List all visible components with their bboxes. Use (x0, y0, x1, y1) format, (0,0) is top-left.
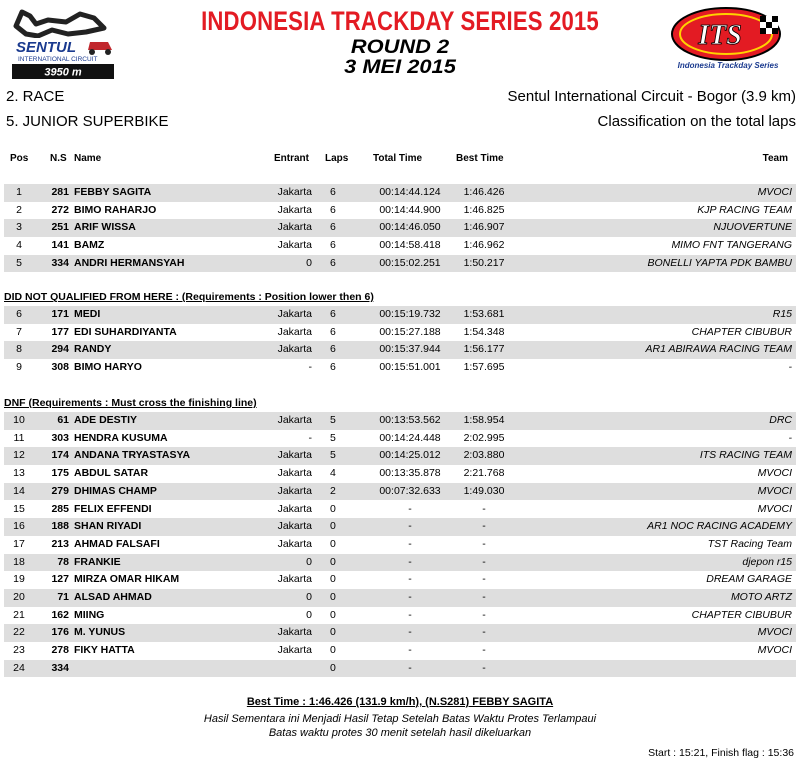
row-position: 5 (16, 256, 22, 269)
row-total-time: 00:15:37.944 (379, 343, 441, 356)
row-start-number: 281 (51, 186, 69, 198)
row-rider-name: ABDUL SATAR (74, 467, 149, 480)
row-team: MVOCI (757, 467, 792, 480)
row-entrant: Jakarta (277, 221, 312, 234)
row-start-number: 334 (51, 661, 69, 674)
row-rider-name: M. YUNUS (74, 626, 126, 639)
row-entrant: Jakarta (277, 414, 312, 426)
col-pos: Pos (10, 153, 29, 164)
row-total-time: - (408, 591, 412, 603)
row-laps: 0 (330, 644, 336, 657)
row-total-time: 00:13:35.878 (379, 467, 441, 480)
row-best-time: 1:49.030 (463, 484, 505, 497)
row-start-number: 78 (57, 555, 69, 568)
row-start-number: 213 (51, 537, 69, 550)
row-total-time: 00:14:44.900 (379, 203, 441, 216)
col-ns: N.S (50, 153, 67, 164)
row-rider-name: ALSAD AHMAD (74, 591, 152, 603)
row-best-time: - (482, 537, 486, 550)
row-entrant: Jakarta (277, 502, 312, 515)
row-entrant: Jakarta (277, 626, 312, 639)
row-best-time: 1:54.348 (463, 325, 505, 338)
row-laps: 6 (330, 203, 336, 216)
row-best-time: 1:46.825 (463, 203, 505, 216)
row-total-time: 00:14:25.012 (379, 449, 441, 462)
row-laps: 0 (330, 520, 336, 533)
row-position: 8 (16, 343, 22, 356)
table-row (4, 518, 796, 536)
row-laps: 0 (330, 502, 336, 515)
table-row (4, 341, 796, 359)
table-row (4, 501, 796, 519)
row-total-time: 00:07:32.633 (379, 484, 441, 497)
sentul-subtitle: INTERNATIONAL CIRCUIT (18, 56, 98, 63)
row-entrant: 0 (306, 591, 312, 603)
row-start-number: 285 (51, 502, 69, 515)
row-start-number: 272 (51, 203, 69, 216)
its-wordmark: ITS (698, 20, 742, 51)
row-position: 1 (16, 186, 22, 198)
row-rider-name: SHAN RIYADI (74, 520, 142, 533)
row-best-time: - (482, 591, 486, 603)
table-row (4, 642, 796, 660)
row-rider-name: MIRZA OMAR HIKAM (74, 573, 180, 586)
row-start-number: 127 (51, 573, 69, 586)
row-position: 24 (13, 661, 25, 674)
row-best-time: 1:58.954 (463, 414, 505, 426)
row-team: BONELLI YAPTA PDK BAMBU (647, 256, 792, 269)
row-entrant: Jakarta (277, 449, 312, 462)
row-position: 19 (13, 573, 25, 586)
track-length: 3950 m (44, 66, 82, 79)
provisional-note: Hasil Sementara ini Menjadi Hasil Tetap Setelah Batas Waktu Protes Terlampaui (203, 713, 597, 725)
row-rider-name: BIMO RAHARJO (74, 203, 157, 216)
table-row (4, 465, 796, 483)
row-rider-name: ANDANA TRYASTASYA (74, 449, 191, 462)
dnf-section-heading: DNF (Requirements : Must cross the finishing line) (4, 397, 257, 409)
table-row (4, 536, 796, 554)
row-position: 22 (13, 626, 25, 639)
row-entrant: Jakarta (277, 484, 312, 497)
row-position: 3 (16, 221, 22, 234)
table-row (4, 589, 796, 607)
col-team: Team (762, 153, 788, 164)
row-rider-name: DHIMAS CHAMP (74, 484, 157, 497)
table-row (4, 359, 796, 377)
table-row (4, 607, 796, 625)
row-team: MIMO FNT TANGERANG (671, 239, 792, 252)
row-entrant: 0 (306, 555, 312, 568)
row-laps: 6 (330, 343, 336, 356)
row-rider-name: HENDRA KUSUMA (74, 431, 168, 444)
row-best-time: 1:46.426 (463, 186, 505, 198)
row-start-number: 71 (57, 591, 69, 603)
row-position: 11 (13, 431, 25, 444)
row-laps: 4 (330, 467, 336, 480)
row-best-time: 1:50.217 (463, 256, 505, 269)
row-laps: 0 (330, 626, 336, 639)
row-total-time: - (408, 661, 412, 674)
row-laps: 0 (330, 573, 336, 586)
table-row (4, 219, 796, 237)
row-entrant: Jakarta (277, 644, 312, 657)
row-entrant: Jakarta (277, 203, 312, 216)
row-total-time: 00:13:53.562 (379, 414, 441, 426)
row-team: R15 (772, 308, 792, 320)
table-row (4, 483, 796, 501)
row-laps: 6 (330, 325, 336, 338)
row-laps: 0 (330, 608, 336, 621)
row-position: 12 (13, 449, 25, 462)
row-start-number: 188 (51, 520, 69, 533)
table-row (4, 255, 796, 273)
event-date: 3 MEI 2015 (344, 57, 456, 78)
table-row (4, 571, 796, 589)
row-team: djepon r15 (742, 555, 792, 568)
best-time-summary: Best Time : 1:46.426 (131.9 km/h), (N.S281) FEBBY SAGITA (246, 696, 554, 708)
row-entrant: 0 (306, 256, 312, 269)
row-rider-name: EDI SUHARDIYANTA (74, 325, 177, 338)
row-best-time: - (482, 520, 486, 533)
row-entrant: Jakarta (277, 520, 312, 533)
row-position: 6 (16, 308, 22, 320)
row-best-time: - (482, 502, 486, 515)
row-best-time: 2:02.995 (463, 431, 505, 444)
row-start-number: 176 (51, 626, 69, 639)
row-rider-name: ANDRI HERMANSYAH (74, 256, 185, 269)
row-position: 14 (13, 484, 25, 497)
row-total-time: - (408, 520, 412, 533)
row-team: CHAPTER CIBUBUR (691, 608, 792, 621)
row-team: MOTO ARTZ (730, 591, 792, 603)
round-label: ROUND 2 (350, 37, 450, 58)
classification-label: Classification on the total laps (597, 113, 796, 130)
row-total-time: - (408, 537, 412, 550)
row-laps: 5 (330, 414, 336, 426)
row-team: MVOCI (757, 626, 792, 639)
row-start-number: 279 (51, 484, 69, 497)
row-best-time: 1:46.907 (463, 221, 505, 234)
row-start-number: 61 (57, 414, 69, 426)
row-best-time: 1:56.177 (463, 343, 505, 356)
row-total-time: 00:14:46.050 (379, 221, 441, 234)
row-position: 20 (13, 591, 25, 603)
row-rider-name: BIMO HARYO (74, 361, 142, 374)
table-row (4, 306, 796, 324)
row-laps: 6 (330, 308, 336, 320)
row-rider-name: ADE DESTIY (74, 414, 138, 426)
row-best-time: - (482, 573, 486, 586)
row-team: DRC (769, 414, 792, 426)
col-laps: Laps (325, 153, 349, 164)
table-row (4, 202, 796, 220)
row-total-time: 00:14:58.418 (379, 239, 441, 252)
table-row (4, 660, 796, 678)
row-entrant: Jakarta (277, 537, 312, 550)
row-start-number: 177 (51, 325, 69, 338)
row-team: NJUOVERTUNE (713, 221, 792, 234)
row-laps: 6 (330, 221, 336, 234)
row-total-time: - (408, 573, 412, 586)
row-rider-name: BAMZ (74, 239, 105, 252)
its-subtitle: Indonesia Trackday Series (677, 61, 779, 70)
row-total-time: 00:14:24.448 (379, 431, 441, 444)
row-rider-name: FIKY HATTA (74, 644, 135, 657)
row-rider-name: ARIF WISSA (74, 221, 136, 234)
row-start-number: 334 (51, 256, 69, 269)
row-entrant: - (308, 361, 312, 374)
row-team: - (788, 361, 792, 374)
row-position: 13 (13, 467, 25, 480)
row-best-time: 1:46.962 (463, 239, 505, 252)
table-row (4, 324, 796, 342)
row-rider-name: RANDY (74, 343, 112, 356)
table-row (4, 237, 796, 255)
row-total-time: - (408, 502, 412, 515)
row-entrant: Jakarta (277, 573, 312, 586)
row-position: 16 (13, 520, 25, 533)
row-team: - (788, 431, 792, 444)
row-rider-name: FRANKIE (74, 555, 121, 568)
row-entrant: 0 (306, 608, 312, 621)
row-team: MVOCI (757, 484, 792, 497)
col-entrant: Entrant (274, 153, 309, 164)
row-best-time: - (482, 644, 486, 657)
circuit-label: Sentul International Circuit - Bogor (3.9 km) (507, 88, 796, 105)
row-team: ITS RACING TEAM (699, 449, 792, 462)
row-best-time: - (482, 555, 486, 568)
row-team: MVOCI (757, 502, 792, 515)
row-position: 10 (13, 414, 25, 426)
row-position: 4 (16, 239, 22, 252)
row-laps: 5 (330, 449, 336, 462)
row-laps: 6 (330, 256, 336, 269)
row-best-time: 2:03.880 (463, 449, 505, 462)
col-total-time: Total Time (373, 153, 423, 164)
row-entrant: Jakarta (277, 308, 312, 320)
row-rider-name: AHMAD FALSAFI (74, 537, 160, 550)
row-entrant: Jakarta (277, 343, 312, 356)
row-best-time: 1:57.695 (463, 361, 505, 374)
row-position: 21 (13, 608, 25, 621)
row-start-number: 294 (51, 343, 69, 356)
row-total-time: - (408, 644, 412, 657)
row-laps: 6 (330, 361, 336, 374)
row-team: AR1 ABIRAWA RACING TEAM (645, 343, 792, 356)
table-row (4, 624, 796, 642)
dnq-section-heading: DID NOT QUALIFIED FROM HERE : (Requirements : Position lower then 6) (4, 291, 374, 303)
table-row (4, 554, 796, 572)
row-position: 18 (13, 555, 25, 568)
class-label: 5. JUNIOR SUPERBIKE (6, 113, 169, 130)
start-finish-times: Start : 15:21, Finish flag : 15:36 (648, 747, 794, 759)
row-start-number: 162 (51, 608, 69, 621)
row-start-number: 251 (51, 221, 69, 234)
row-position: 9 (16, 361, 22, 374)
table-row (4, 447, 796, 465)
row-total-time: 00:14:44.124 (379, 186, 441, 198)
row-position: 17 (13, 537, 25, 550)
row-start-number: 303 (51, 431, 69, 444)
row-entrant: - (308, 431, 312, 444)
table-row (4, 184, 796, 202)
row-laps: 2 (330, 484, 336, 497)
row-position: 7 (16, 325, 22, 338)
protest-note: Batas waktu protes 30 menit setelah hasil dikeluarkan (268, 727, 532, 739)
row-total-time: - (408, 608, 412, 621)
row-team: DREAM GARAGE (706, 573, 792, 586)
row-laps: 6 (330, 239, 336, 252)
table-row (4, 412, 796, 430)
sentul-wordmark: SENTUL (16, 39, 76, 56)
table-row (4, 430, 796, 448)
row-entrant: Jakarta (277, 186, 312, 198)
row-total-time: 00:15:27.188 (379, 325, 441, 338)
row-rider-name: FEBBY SAGITA (74, 186, 152, 198)
row-best-time: - (482, 626, 486, 639)
row-total-time: - (408, 555, 412, 568)
row-best-time: 1:53.681 (463, 308, 505, 320)
row-start-number: 174 (51, 449, 69, 462)
row-team: TST Racing Team (707, 537, 792, 550)
row-best-time: 2:21.768 (463, 467, 505, 480)
col-best-time: Best Time (456, 153, 504, 164)
row-laps: 0 (330, 537, 336, 550)
row-start-number: 278 (51, 644, 69, 657)
row-entrant: Jakarta (277, 239, 312, 252)
row-entrant: Jakarta (277, 467, 312, 480)
row-team: MVOCI (757, 644, 792, 657)
row-start-number: 308 (51, 361, 69, 374)
row-best-time: - (482, 661, 486, 674)
row-team: CHAPTER CIBUBUR (691, 325, 792, 338)
row-start-number: 141 (51, 239, 69, 252)
col-name: Name (74, 153, 102, 164)
row-position: 2 (16, 203, 22, 216)
event-title: INDONESIA TRACKDAY SERIES 2015 (201, 6, 599, 36)
row-laps: 0 (330, 555, 336, 568)
row-laps: 0 (330, 591, 336, 603)
row-rider-name: MEDI (74, 308, 101, 320)
row-total-time: - (408, 626, 412, 639)
row-total-time: 00:15:19.732 (379, 308, 441, 320)
row-position: 15 (13, 502, 25, 515)
row-rider-name: FELIX EFFENDI (74, 502, 152, 515)
row-position: 23 (13, 644, 25, 657)
row-total-time: 00:15:51.001 (379, 361, 441, 374)
row-laps: 5 (330, 431, 336, 444)
row-start-number: 171 (51, 308, 69, 320)
row-team: AR1 NOC RACING ACADEMY (647, 520, 792, 533)
session-label: 2. RACE (6, 88, 65, 105)
row-start-number: 175 (51, 467, 69, 480)
row-team: KJP RACING TEAM (697, 203, 792, 216)
row-laps: 6 (330, 186, 336, 198)
row-total-time: 00:15:02.251 (379, 256, 441, 269)
row-laps: 0 (330, 661, 336, 674)
row-entrant: Jakarta (277, 325, 312, 338)
row-rider-name: MIING (74, 608, 105, 621)
row-best-time: - (482, 608, 486, 621)
row-team: MVOCI (757, 186, 792, 198)
